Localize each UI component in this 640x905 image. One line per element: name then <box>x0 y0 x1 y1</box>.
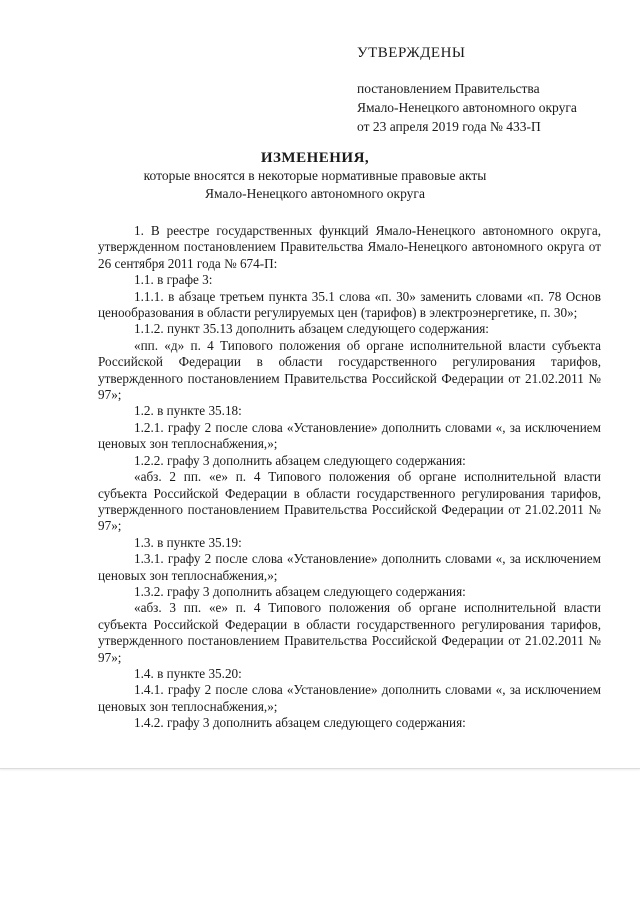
paragraph: 1.3.2. графу 3 дополнить абзацем следующего содержания: <box>134 583 466 599</box>
paragraph: 1.4. в пункте 35.20: <box>134 665 242 681</box>
approval-line: Ямало-Ненецкого автономного округа <box>357 100 577 115</box>
paragraph: 1.4.2. графу 3 дополнить абзацем следующего содержания: <box>134 715 466 731</box>
paragraph: «абз. 2 пп. «е» п. 4 Типового положения об органе исполнительной власти субъекта Российской Федерации в области государственного регулирования тарифов, утвержденного постановлением Правительства Российской Федерации от 21.02.2011 № 97»; <box>98 469 601 534</box>
paragraph: 1.4.1. графу 2 после слова «Установление» дополнить словами «, за исключением ценовых зон теплоснабжения,»; <box>98 682 601 714</box>
paragraph: 1.1.2. пункт 35.13 дополнить абзацем следующего содержания: <box>134 321 489 337</box>
paragraph: «абз. 3 пп. «е» п. 4 Типового положения об органе исполнительной власти субъекта Российской Федерации в области государственного регулирования тарифов, утвержденного постановлением Правительства Российской Федерации от 21.02.2011 № 97»; <box>98 600 601 665</box>
paragraph: 1.1.1. в абзаце третьем пункта 35.1 слова «п. 30» заменить словами «п. 78 Основ ценообразования в области регулируемых цен (тарифов) в электроэнергетике, п. 30»; <box>98 288 601 321</box>
heading-subtitle-line: Ямало-Ненецкого автономного округа <box>205 186 425 201</box>
approval-line: постановлением Правительства <box>357 81 540 96</box>
paragraph: «пп. «д» п. 4 Типового положения об органе исполнительной власти субъекта Российской Федерации в области государственного регулирования тарифов, утвержденного постановлением Правительства Российской Федерации от 21.02.2011 № 97»; <box>98 337 601 403</box>
paragraph: 1.3. в пункте 35.19: <box>134 534 242 550</box>
paragraph: 1.2. в пункте 35.18: <box>134 403 242 419</box>
document-body <box>98 223 601 732</box>
heading-title: ИЗМЕНЕНИЯ, <box>260 150 370 166</box>
paragraph: 1. В реестре государственных функций Ямало-Ненецкого автономного округа, утвержденном постановлением Правительства Ямало-Ненецкого автономного округа от 26 сентября 2011 года № 674-П: <box>98 223 601 271</box>
paragraph: 1.2.2. графу 3 дополнить абзацем следующего содержания: <box>134 452 466 468</box>
paragraph: 1.3.1. графу 2 после слова «Установление» дополнить словами «, за исключением ценовых зон теплоснабжения,»; <box>98 551 601 583</box>
paragraph: 1.1. в графе 3: <box>134 272 213 288</box>
approval-block <box>357 44 617 136</box>
approval-line: от 23 апреля 2019 года № 433-П <box>357 119 541 134</box>
heading-subtitle-line: которые вносятся в некоторые нормативные правовые акты <box>143 168 487 183</box>
paragraph: 1.2.1. графу 2 после слова «Установление» дополнить словами «, за исключением ценовых зон теплоснабжения,»; <box>98 419 601 452</box>
document-heading <box>80 149 550 203</box>
approval-title: УТВЕРЖДЕНЫ <box>357 45 466 61</box>
